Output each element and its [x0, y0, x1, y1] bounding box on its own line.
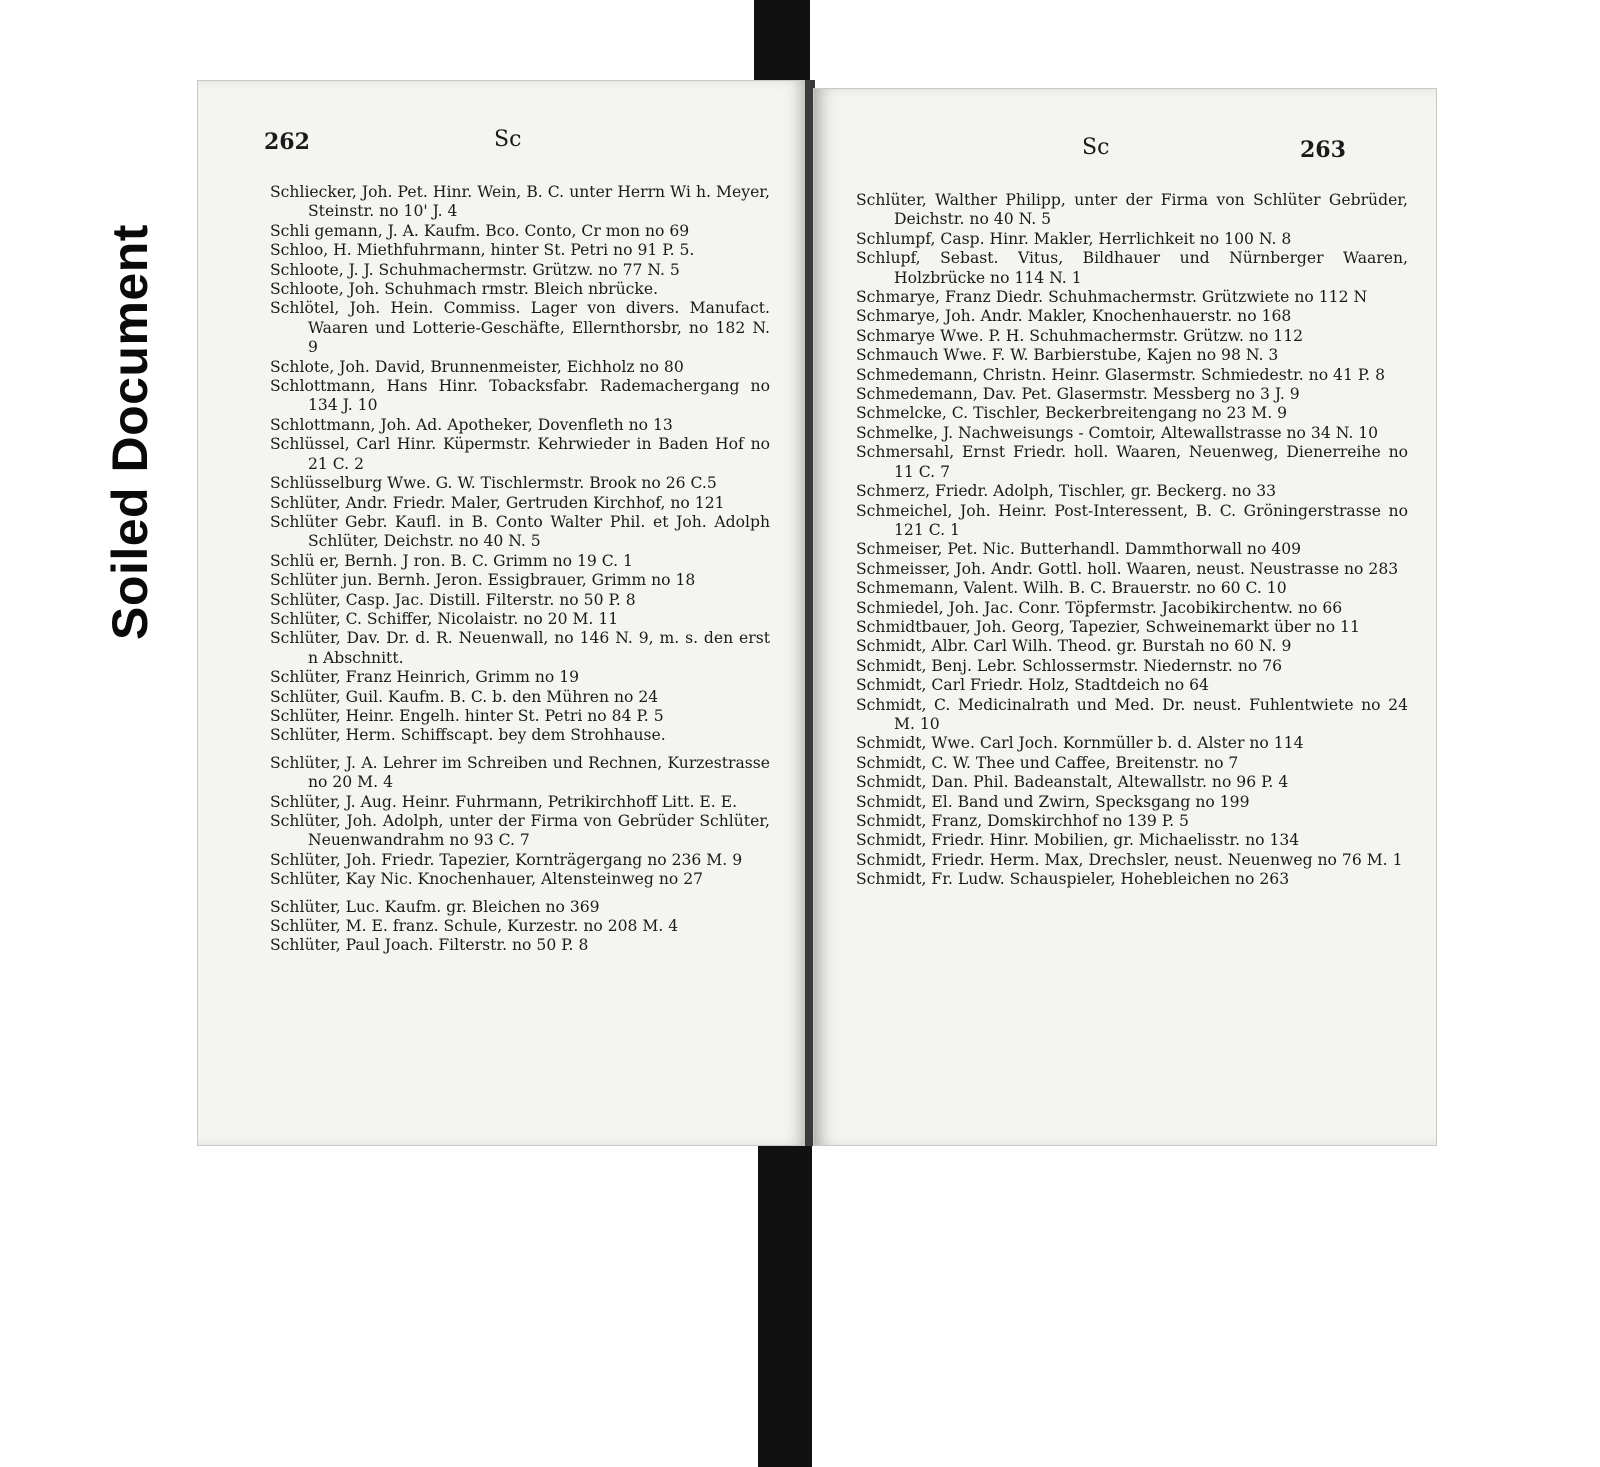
list-item: Schlüter, Heinr. Engelh. hinter St. Petri no 84 P. 5 [270, 706, 664, 725]
list-item: Schloo, H. Miethfuhrmann, hinter St. Petri no 91 P. 5. [270, 241, 695, 260]
list-item: Schmidt, C. Medicinalrath und Med. Dr. neust. Fuhlentwiete no 24 M. 10 [856, 695, 1408, 733]
list-item: Schlote, Joh. David, Brunnenmeister, Eichholz no 80 [270, 357, 684, 376]
binding-tab-bottom [758, 1144, 812, 1467]
list-item: Schlüter, M. E. franz. Schule, Kurzestr. no 208 M. 4 [270, 917, 679, 936]
right-page [813, 88, 1437, 1146]
list-item: Schlüter, Kay Nic. Knochenhauer, Altensteinweg no 27 [270, 870, 704, 889]
list-item: Schmelke, J. Nachweisungs - Comtoir, Altewallstrasse no 34 N. 10 [856, 423, 1379, 442]
open-book [197, 80, 1437, 1146]
list-item: Schmidt, Dan. Phil. Badeanstalt, Altewallstr. no 96 P. 4 [856, 773, 1289, 792]
list-item: Schlü er, Bernh. J ron. B. C. Grimm no 19 C. 1 [270, 551, 633, 570]
list-item: Schlupf, Sebast. Vitus, Bildhauer und Nürnberger Waaren, Holzbrücke no 114 N. 1 [856, 249, 1408, 287]
list-item: Schmeisser, Joh. Andr. Gottl. holl. Waaren, neust. Neustrasse no 283 [856, 559, 1399, 578]
list-item: Schlüter, Joh. Adolph, unter der Firma von Gebrüder Schlüter, Neuenwandrahm no 93 C. 7 [270, 812, 770, 850]
list-item: Schmeichel, Joh. Heinr. Post-Interessent, B. C. Gröningerstrasse no 121 C. 1 [856, 501, 1408, 539]
list-item: Schmidt, Benj. Lebr. Schlossermstr. Niedernstr. no 76 [856, 656, 1283, 675]
list-item: Schmedemann, Christn. Heinr. Glasermstr. Schmiedestr. no 41 P. 8 [856, 365, 1386, 384]
list-item: Schlottmann, Joh. Ad. Apotheker, Dovenfleth no 13 [270, 415, 673, 434]
list-item: Schmerz, Friedr. Adolph, Tischler, gr. Beckerg. no 33 [856, 482, 1277, 501]
list-item: Schmersahl, Ernst Friedr. holl. Waaren, Neuenweg, Dienerreihe no 11 C. 7 [856, 443, 1408, 481]
list-item: Schlüter jun. Bernh. Jeron. Essigbrauer, Grimm no 18 [270, 571, 696, 590]
list-item: Schmedemann, Dav. Pet. Glasermstr. Messberg no 3 J. 9 [856, 385, 1300, 404]
list-item: Schlüter, Walther Philipp, unter der Firma von Schlüter Gebrüder, Deichstr. no 40 N. 5 [856, 191, 1408, 229]
list-item: Schmiedel, Joh. Jac. Conr. Töpfermstr. Jacobikirchentw. no 66 [856, 598, 1343, 617]
list-item: Schlüter, Andr. Friedr. Maler, Gertruden Kirchhof, no 121 [270, 493, 725, 512]
list-item: Schlüter, Luc. Kaufm. gr. Bleichen no 369 [270, 897, 600, 916]
page-number: 262 [264, 129, 310, 155]
list-item: Schlüter, Herm. Schiffscapt. bey dem Strohhause. [270, 726, 666, 745]
list-item: Schlüter, Dav. Dr. d. R. Neuenwall, no 146 N. 9, m. s. den erst n Abschnitt. [270, 629, 770, 667]
list-item: Schmidt, Carl Friedr. Holz, Stadtdeich no 64 [856, 676, 1209, 695]
list-item: Schlottmann, Hans Hinr. Tobacksfabr. Rademachergang no 134 J. 10 [270, 377, 770, 415]
list-item: Schmeiser, Pet. Nic. Butterhandl. Dammthorwall no 409 [856, 540, 1302, 559]
list-item: Schmidt, Friedr. Hinr. Mobilien, gr. Michaelisstr. no 134 [856, 831, 1300, 850]
list-item: Schlüsselburg Wwe. G. W. Tischlermstr. Brook no 26 C.5 [270, 474, 717, 493]
list-item: Schmauch Wwe. F. W. Barbierstube, Kajen no 98 N. 3 [856, 346, 1279, 365]
list-item: Schlüter, Casp. Jac. Distill. Filterstr. no 50 P. 8 [270, 590, 636, 609]
list-item: Schlüter Gebr. Kaufl. in B. Conto Walter Phil. et Joh. Adolph Schlüter, Deichstr. no 40 N. 5 [270, 512, 770, 551]
list-item: Schmidt, Wwe. Carl Joch. Kornmüller b. d. Alster no 114 [856, 734, 1304, 753]
list-item: Schlüter, Joh. Friedr. Tapezier, Kornträgergang no 236 M. 9 [270, 850, 743, 869]
list-item: Schlüter, Franz Heinrich, Grimm no 19 [270, 668, 580, 687]
entry-list [270, 183, 770, 956]
list-item: Schmarye, Joh. Andr. Makler, Knochenhauerstr. no 168 [856, 307, 1292, 326]
list-item: Schmidt, El. Band und Zwirn, Specksgang no 199 [856, 792, 1250, 811]
list-item: Schlüter, J. Aug. Heinr. Fuhrmann, Petrikirchhoff Litt. E. E. [270, 792, 738, 811]
list-item: Schmarye Wwe. P. H. Schuhmachermstr. Grützw. no 112 [856, 326, 1304, 345]
list-item: Schmelcke, C. Tischler, Beckerbreitengang no 23 M. 9 [856, 404, 1288, 423]
list-item: Schloote, J. J. Schuhmachermstr. Grützw. no 77 N. 5 [270, 260, 680, 279]
list-item: Schlötel, Joh. Hein. Commiss. Lager von divers. Manufact. Waaren und Lotterie-Geschäfte, Ellernthorsbr, no 182 N. 9 [270, 299, 770, 357]
list-item: Schlüter, Guil. Kaufm. B. C. b. den Mühren no 24 [270, 687, 659, 706]
list-item: Schmidt, Franz, Domskirchhof no 139 P. 5 [856, 812, 1189, 830]
left-page [197, 80, 809, 1146]
column-head: Sc [1082, 135, 1110, 160]
list-item: Schmemann, Valent. Wilh. B. C. Brauerstr. no 60 C. 10 [856, 579, 1287, 598]
list-item: Schlüter, J. A. Lehrer im Schreiben und Rechnen, Kurzestrasse no 20 M. 4 [270, 753, 770, 792]
list-item: Schlüter, Paul Joach. Filterstr. no 50 P. 8 [270, 936, 589, 955]
list-item: Schlumpf, Casp. Hinr. Makler, Herrlichkeit no 100 N. 8 [856, 229, 1292, 248]
entry-list [856, 191, 1408, 890]
list-item: Schmarye, Franz Diedr. Schuhmachermstr. Grützwiete no 112 N [856, 288, 1368, 307]
list-item: Schlüssel, Carl Hinr. Küpermstr. Kehrwieder in Baden Hof no 21 C. 2 [270, 435, 770, 473]
soiled-document-stamp [104, 182, 156, 682]
list-item: Schmidtbauer, Joh. Georg, Tapezier, Schweinemarkt über no 11 [856, 617, 1360, 636]
list-item: Schmidt, Friedr. Herm. Max, Drechsler, neust. Neuenweg no 76 M. 1 [856, 850, 1403, 869]
list-item: Schmidt, C. W. Thee und Caffee, Breitenstr. no 7 [856, 753, 1239, 772]
stamp-label: Soiled Document [102, 224, 158, 640]
list-item: Schmidt, Albr. Carl Wilh. Theod. gr. Burstah no 60 N. 9 [856, 637, 1292, 656]
list-item: Schmidt, Fr. Ludw. Schauspieler, Hohebleichen no 263 [856, 870, 1290, 889]
list-item: Schli gemann, J. A. Kaufm. Bco. Conto, Cr mon no 69 [270, 221, 690, 240]
list-item: Schloote, Joh. Schuhmach rmstr. Bleich nbrücke. [270, 280, 659, 299]
column-head: Sc [494, 127, 522, 152]
page-number: 263 [1300, 137, 1346, 163]
list-item: Schliecker, Joh. Pet. Hinr. Wein, B. C. unter Herrn Wi h. Meyer, Steinstr. no 10' J. 4 [270, 183, 770, 221]
list-item: Schlüter, C. Schiffer, Nicolaistr. no 20 M. 11 [270, 609, 619, 628]
